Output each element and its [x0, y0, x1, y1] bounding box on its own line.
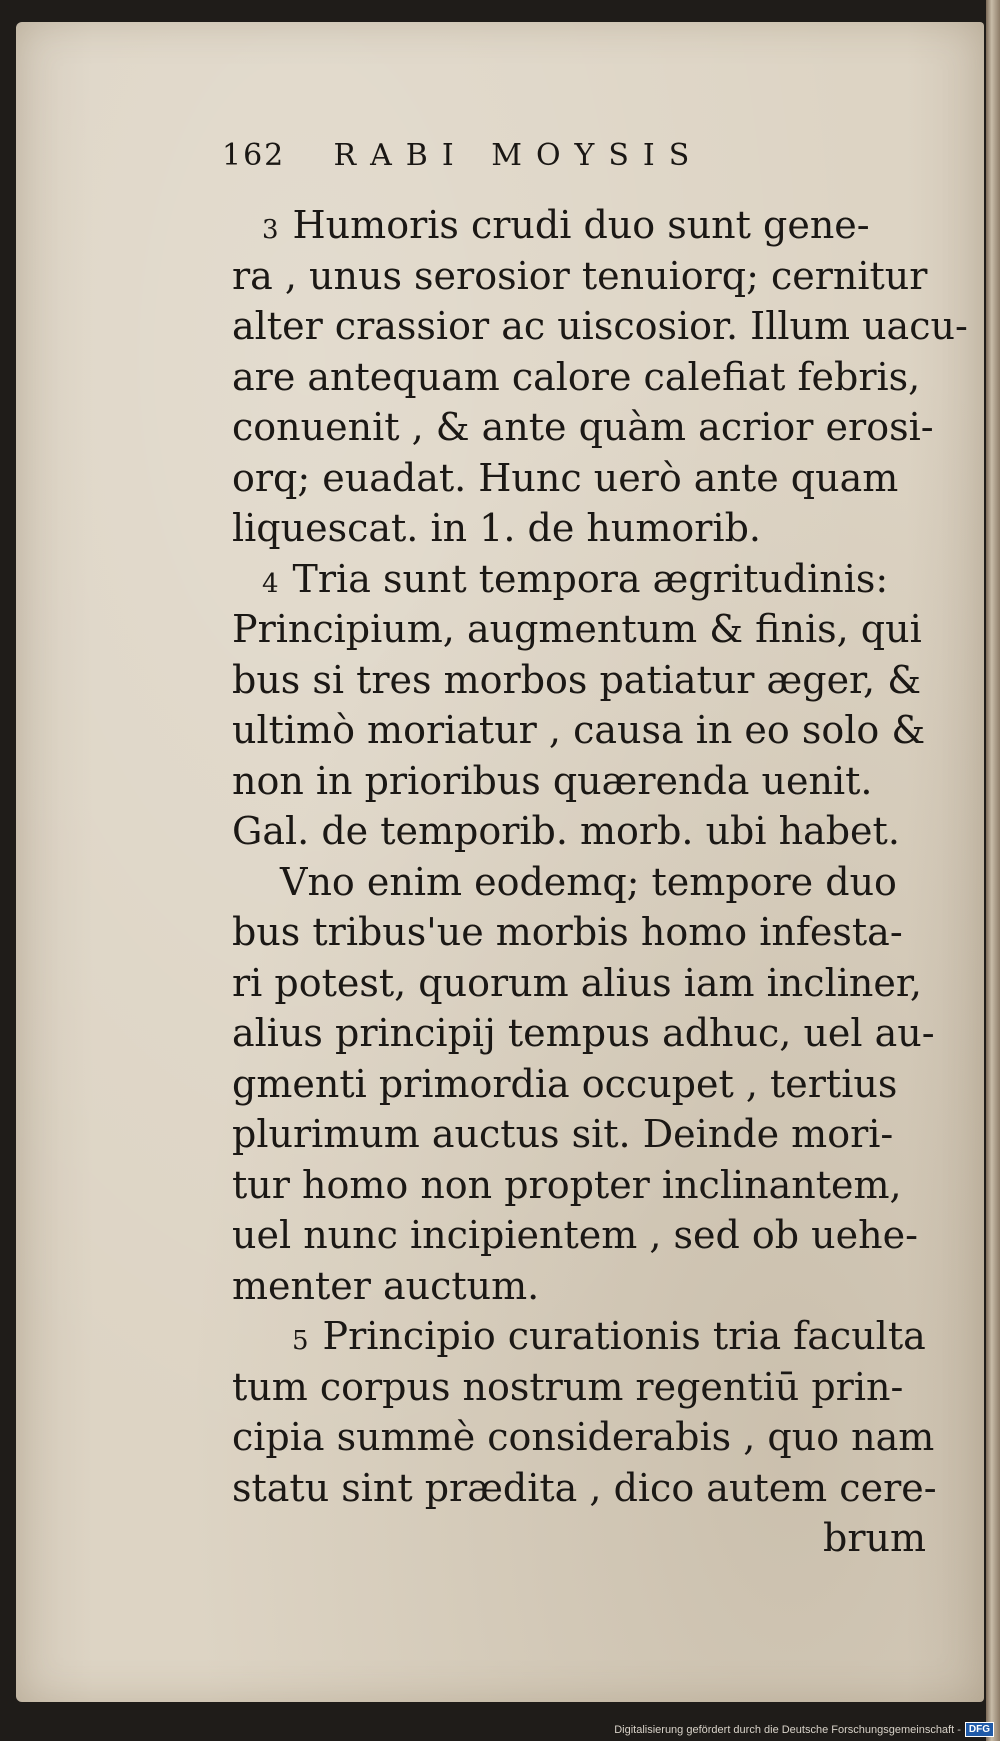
- text-line: ra , unus serosior tenuiorq; cernitur: [232, 253, 928, 298]
- text-line: ultimò moriatur , causa in eo solo &: [232, 708, 926, 752]
- text-line: statu sint prædita , dico autem cere-: [232, 1465, 937, 1510]
- running-head: [222, 138, 703, 173]
- text-line: 3 Humoris crudi duo sunt gene-: [232, 200, 932, 251]
- text-line: menter auctum.: [232, 1263, 540, 1308]
- text-line: alter crassior ac uiscosior. Illum uacu-: [232, 304, 968, 348]
- dfg-logo-icon: DFG: [965, 1722, 994, 1737]
- paragraph-number: 5: [292, 1326, 309, 1356]
- text-line: liquescat. in 1. de humorib.: [232, 506, 761, 550]
- text-line: Gal. de temporib. morb. ubi habet.: [232, 809, 900, 853]
- catchword: brum: [823, 1516, 926, 1560]
- page-text: [232, 200, 968, 1564]
- text-line: orq; euadat. Hunc uerò ante quam: [232, 455, 899, 500]
- text-line: alius principij tempus adhuc, uel au-: [232, 1011, 935, 1055]
- text-line: conuenit , & ante quàm acrior erosi-: [232, 405, 934, 449]
- running-title: RABI MOYSIS: [333, 138, 704, 173]
- credit-text: Digitalisierung gefördert durch die Deutsche Forschungsgemeinschaft -: [614, 1723, 961, 1736]
- text-line: uel nunc incipientem , sed ob uehe-: [232, 1213, 918, 1257]
- text-line: Principium, augmentum & finis, qui: [232, 607, 922, 651]
- book-spine-edge: [986, 0, 1000, 1741]
- text-line: 4 Tria sunt tempora ægritudinis:: [232, 554, 932, 605]
- text-line: 5 Principio curationis tria faculta: [232, 1311, 932, 1362]
- text-line: non in prioribus quærenda uenit.: [232, 758, 873, 803]
- page-number: 162: [222, 138, 286, 173]
- text-line: cipia summè considerabis , quo nam: [232, 1415, 935, 1459]
- text-line: bus tribus'ue morbis homo infesta-: [232, 910, 903, 954]
- text-line: bus si tres morbos patiatur æger, &: [232, 657, 922, 702]
- text-line: tum corpus nostrum regentiū prin-: [232, 1364, 904, 1409]
- text-line: are antequam calore calefiat febris,: [232, 354, 921, 399]
- text-line: plurimum auctus sit. Deinde mori-: [232, 1112, 894, 1156]
- paragraph-number: 3: [262, 215, 279, 245]
- text-line: tur homo non propter inclinantem,: [232, 1162, 902, 1207]
- paragraph-number: 4: [262, 568, 279, 599]
- text-line: ri potest, quorum alius iam incliner,: [232, 960, 922, 1005]
- text-line: gmenti primordia occupet , tertius: [232, 1061, 898, 1106]
- digitization-credit: [614, 1722, 994, 1737]
- text-line: Vno enim eodemq; tempore duo: [280, 859, 897, 904]
